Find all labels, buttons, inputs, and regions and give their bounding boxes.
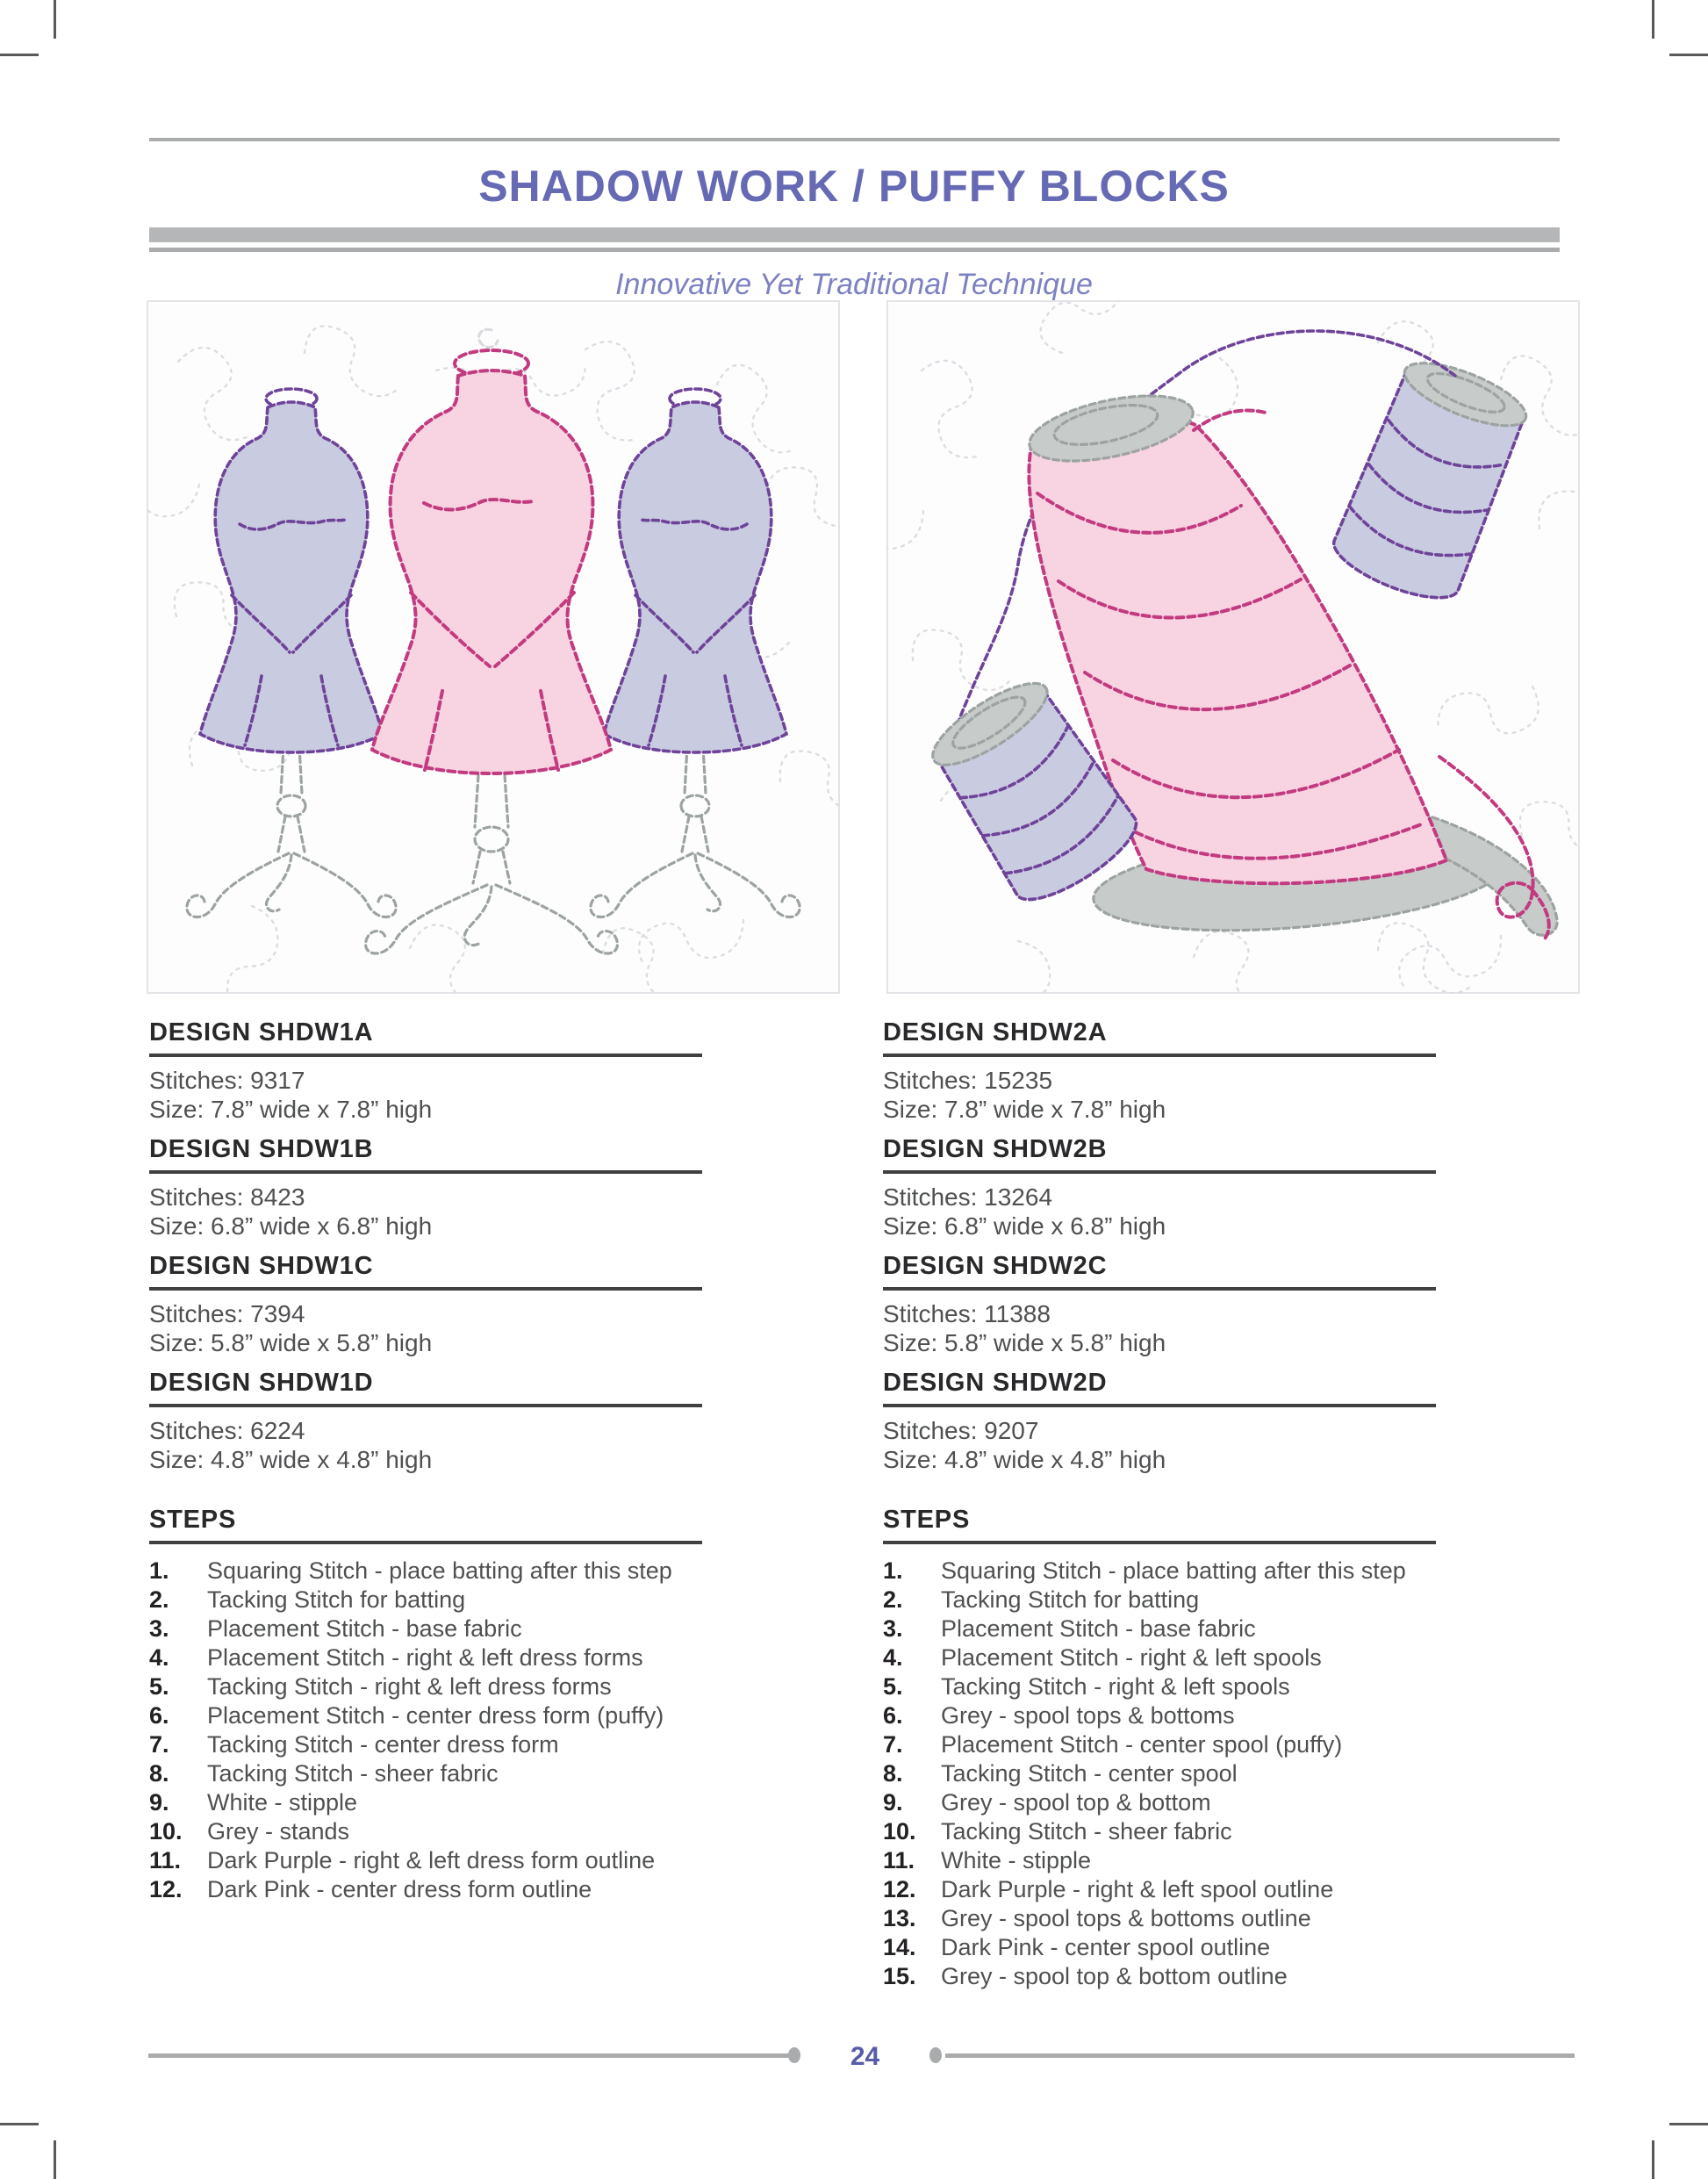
step-item: [149, 1759, 702, 1788]
step-number: 11.: [883, 1847, 915, 1873]
design-size: Size: 4.8” wide x 4.8” high: [149, 1446, 433, 1473]
step-number: 11.: [149, 1847, 182, 1873]
step-item: [883, 1875, 1436, 1904]
step-item: [149, 1875, 702, 1904]
design-size: Size: 6.8” wide x 6.8” high: [883, 1212, 1166, 1240]
step-text: Placement Stitch - right & left dress forms: [207, 1644, 643, 1671]
step-number: 9.: [883, 1789, 903, 1816]
step-text: Tacking Stitch for batting: [941, 1586, 1200, 1613]
steps-list: [149, 1557, 702, 1904]
step-item: [149, 1614, 702, 1643]
step-number: 10.: [149, 1818, 183, 1845]
step-number: 1.: [883, 1557, 903, 1584]
design-rule: [149, 1287, 702, 1291]
crop-mark: [1669, 2123, 1708, 2125]
step-number: 8.: [149, 1760, 169, 1787]
design-size: Size: 7.8” wide x 7.8” high: [149, 1096, 433, 1123]
step-item: [883, 1817, 1436, 1846]
design-rule: [883, 1287, 1436, 1291]
step-item: [883, 1614, 1436, 1643]
step-text: Placement Stitch - center spool (puffy): [941, 1731, 1343, 1758]
step-number: 2.: [149, 1586, 169, 1613]
step-text: Dark Purple - right & left spool outline: [941, 1876, 1334, 1902]
design-name: DESIGN SHDW1A: [149, 1018, 374, 1046]
step-text: Grey - spool top & bottom outline: [941, 1963, 1288, 1989]
step-number: 1.: [149, 1557, 169, 1584]
design-size: Size: 7.8” wide x 7.8” high: [883, 1096, 1166, 1123]
crop-mark: [1652, 2140, 1654, 2179]
step-number: 8.: [883, 1760, 903, 1787]
page-subtitle: Innovative Yet Traditional Technique: [615, 268, 1093, 301]
design-stitches: Stitches: 13264: [883, 1183, 1053, 1211]
step-number: 5.: [883, 1673, 903, 1700]
step-text: Grey - spool tops & bottoms outline: [941, 1905, 1311, 1931]
step-number: 4.: [883, 1644, 903, 1671]
page-title: SHADOW WORK / PUFFY BLOCKS: [478, 162, 1230, 211]
design-rule: [149, 1170, 702, 1174]
step-number: 5.: [149, 1673, 169, 1700]
step-text: Squaring Stitch - place batting after this step: [941, 1557, 1406, 1584]
step-item: [883, 1759, 1436, 1788]
step-item: [883, 1846, 1436, 1875]
design-stitches: Stitches: 11388: [883, 1300, 1051, 1327]
steps-rule: [883, 1541, 1436, 1544]
step-item: [149, 1643, 702, 1672]
design-spec: [883, 1370, 1436, 1474]
step-text: Tacking Stitch - sheer fabric: [207, 1760, 499, 1787]
step-text: Placement Stitch - base fabric: [941, 1615, 1256, 1642]
design-spec: [149, 1254, 702, 1357]
step-number: 7.: [883, 1731, 903, 1758]
step-number: 13.: [883, 1905, 916, 1931]
crop-mark: [54, 2140, 56, 2179]
step-number: 9.: [149, 1789, 169, 1816]
footer-rule-right: [945, 2053, 1575, 2058]
step-text: Tacking Stitch for batting: [207, 1586, 466, 1613]
step-number: 6.: [883, 1702, 903, 1729]
step-text: Tacking Stitch - sheer fabric: [941, 1818, 1232, 1845]
design-rule: [883, 1404, 1436, 1407]
step-item: [883, 1933, 1436, 1962]
design-size: Size: 5.8” wide x 5.8” high: [883, 1329, 1166, 1356]
steps-section: [883, 1507, 1436, 1991]
step-item: [883, 1962, 1436, 1991]
step-number: 15.: [883, 1963, 916, 1989]
step-text: Dark Pink - center dress form outline: [207, 1876, 592, 1902]
design-spec-list: [149, 1020, 702, 1474]
header-rule-thin: [149, 248, 1560, 252]
design-stitches: Stitches: 8423: [149, 1183, 305, 1211]
step-item: [149, 1701, 702, 1730]
step-item: [883, 1557, 1436, 1586]
footer-dot-right: [929, 2047, 942, 2063]
step-item: [149, 1730, 702, 1759]
design-name: DESIGN SHDW2C: [883, 1252, 1108, 1280]
step-text: Grey - spool tops & bottoms: [941, 1702, 1235, 1729]
steps-heading: STEPS: [883, 1506, 971, 1534]
crop-mark: [1652, 0, 1654, 39]
design-rule: [883, 1170, 1436, 1174]
step-number: 3.: [149, 1615, 169, 1642]
design-name: DESIGN SHDW1D: [149, 1369, 374, 1397]
steps-heading: STEPS: [149, 1506, 237, 1534]
footer-dot-left: [788, 2047, 800, 2063]
step-number: 14.: [883, 1934, 916, 1960]
thread-spools-quilt-image: [886, 300, 1580, 994]
steps-rule: [149, 1541, 702, 1544]
step-text: Tacking Stitch - right & left spools: [941, 1673, 1290, 1700]
dress-forms-quilt-image: [147, 300, 840, 994]
design-spec: [149, 1370, 702, 1474]
design-spec: [883, 1020, 1436, 1124]
design-stitches: Stitches: 9207: [883, 1417, 1039, 1444]
step-text: Squaring Stitch - place batting after this step: [207, 1557, 672, 1584]
step-text: White - stipple: [207, 1789, 358, 1816]
design-stitches: Stitches: 15235: [883, 1067, 1053, 1094]
design-name: DESIGN SHDW1C: [149, 1252, 374, 1280]
step-item: [883, 1643, 1436, 1672]
step-item: [883, 1904, 1436, 1933]
design-spec: [149, 1020, 702, 1124]
step-item: [149, 1672, 702, 1701]
crop-mark: [0, 54, 39, 56]
design-rule: [149, 1054, 702, 1057]
header-rule-top: [149, 138, 1560, 141]
crop-mark: [0, 2123, 39, 2125]
steps-list: [883, 1557, 1436, 1991]
design-column-dress-forms: [149, 1020, 702, 1904]
step-number: 10.: [883, 1818, 916, 1845]
step-text: Placement Stitch - base fabric: [207, 1615, 522, 1642]
step-text: Tacking Stitch - center dress form: [207, 1731, 559, 1758]
step-text: Grey - stands: [207, 1818, 350, 1845]
design-name: DESIGN SHDW2B: [883, 1135, 1108, 1163]
step-item: [883, 1730, 1436, 1759]
step-item: [883, 1586, 1436, 1614]
step-item: [149, 1788, 702, 1817]
design-rule: [883, 1054, 1436, 1057]
design-spec: [883, 1137, 1436, 1241]
design-stitches: Stitches: 6224: [149, 1417, 305, 1444]
crop-mark: [1669, 54, 1708, 56]
step-item: [883, 1788, 1436, 1817]
step-text: Dark Purple - right & left dress form outline: [207, 1847, 656, 1873]
design-spec: [883, 1254, 1436, 1357]
design-name: DESIGN SHDW2A: [883, 1018, 1108, 1046]
footer-rule-left: [148, 2053, 790, 2058]
design-size: Size: 4.8” wide x 4.8” high: [883, 1446, 1166, 1473]
step-number: 7.: [149, 1731, 169, 1758]
design-spec-list: [883, 1020, 1436, 1474]
step-text: Grey - spool top & bottom: [941, 1789, 1211, 1816]
step-item: [149, 1817, 702, 1846]
step-number: 2.: [883, 1586, 903, 1613]
page-number: 24: [850, 2042, 880, 2071]
design-stitches: Stitches: 9317: [149, 1067, 305, 1094]
design-spec: [149, 1137, 702, 1241]
step-text: White - stipple: [941, 1847, 1092, 1873]
step-number: 6.: [149, 1702, 169, 1729]
design-name: DESIGN SHDW2D: [883, 1369, 1108, 1397]
step-item: [149, 1586, 702, 1614]
design-stitches: Stitches: 7394: [149, 1300, 305, 1327]
step-text: Placement Stitch - right & left spools: [941, 1644, 1322, 1671]
design-size: Size: 6.8” wide x 6.8” high: [149, 1212, 433, 1240]
step-number: 4.: [149, 1644, 169, 1671]
design-column-spools: [883, 1020, 1436, 1991]
step-number: 12.: [883, 1876, 916, 1902]
step-item: [883, 1672, 1436, 1701]
step-item: [883, 1701, 1436, 1730]
step-text: Dark Pink - center spool outline: [941, 1934, 1271, 1960]
steps-section: [149, 1507, 702, 1904]
step-text: Tacking Stitch - right & left dress forms: [207, 1673, 612, 1700]
step-item: [149, 1846, 702, 1875]
design-rule: [149, 1404, 702, 1407]
step-text: Tacking Stitch - center spool: [941, 1760, 1238, 1787]
step-number: 12.: [149, 1876, 183, 1902]
design-size: Size: 5.8” wide x 5.8” high: [149, 1329, 433, 1356]
step-number: 3.: [883, 1615, 903, 1642]
header-rule-thick: [149, 227, 1560, 242]
design-name: DESIGN SHDW1B: [149, 1135, 374, 1163]
step-item: [149, 1557, 702, 1586]
step-text: Placement Stitch - center dress form (puffy): [207, 1702, 664, 1729]
crop-mark: [54, 0, 56, 39]
